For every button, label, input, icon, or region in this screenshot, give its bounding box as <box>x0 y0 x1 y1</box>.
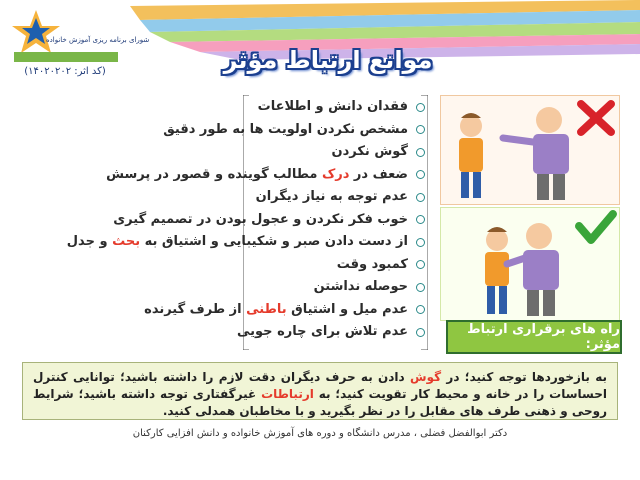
bullet-icon <box>416 238 425 247</box>
barrier-item <box>113 209 425 232</box>
barrier-item <box>66 231 425 254</box>
barrier-item <box>144 299 425 322</box>
page-title: موانع ارتباط مؤثر <box>223 46 433 74</box>
illustration-good <box>440 207 620 321</box>
bullet-icon <box>416 193 425 202</box>
barrier-text: فقدان دانش و اطلاعات <box>257 99 408 114</box>
barrier-text: گوش نکردن <box>331 144 408 159</box>
barrier-text: خوب فکر نکردن و عجول بودن در تصمیم گیری <box>113 211 408 227</box>
barrier-item <box>245 141 425 164</box>
red-x-icon <box>581 104 611 132</box>
advice-text-2: دادن به حرف دیگران دقت لازم را داشته باشید؛ توانایی کنترل احساسات را در خانه و محیط کار تقویت کنید؛ به <box>33 370 607 401</box>
green-check-icon <box>579 214 613 240</box>
bullet-icon <box>416 148 425 157</box>
advice-text-3: غیرگفتاری توجه داشته باشید؛ شرایط روحی و ذهنی طرف های مقابل را در نظر بگیرید و با مخاطبان همدلی کنید. <box>33 387 607 418</box>
barrier-text: مشخص نکردن اولویت ها به طور دقیق <box>163 121 408 137</box>
bullet-icon <box>416 305 425 314</box>
barrier-item <box>245 96 425 119</box>
barrier-text: عدم میل و اشتیاق باطنی از طرف گیرنده <box>144 301 408 317</box>
barrier-text: از دست دادن صبر و شکیبایی و اشتیاق به بحث و جدل <box>66 234 408 249</box>
advice-highlight-2: ارتباطات <box>261 387 314 401</box>
barrier-item <box>163 119 425 142</box>
bullet-icon <box>416 283 425 292</box>
footer-credit: دکتر ابوالفضل فضلی ، مدرس دانشگاه و دوره های آموزش خانواده و دانش افزایی کارکنان <box>132 428 508 439</box>
barrier-text: عدم تلاش برای چاره جویی <box>236 324 408 339</box>
barrier-item <box>106 164 425 187</box>
barrier-item <box>245 276 425 299</box>
ways-label: راه های برقراری ارتباط مؤثر: <box>446 320 622 354</box>
logo-code: (کد اثر: ۱۴۰۲۰۲۰۲) <box>24 66 106 77</box>
bullet-icon <box>416 260 425 269</box>
advice-box <box>22 362 618 420</box>
bullet-icon <box>416 328 425 337</box>
illustration-bad <box>440 95 620 205</box>
barrier-item <box>245 186 425 209</box>
advice-highlight-1: گوش <box>410 370 442 384</box>
bullet-icon <box>416 170 425 179</box>
barrier-text: کمبود وقت <box>336 256 408 272</box>
barrier-text: عدم توجه به نیاز دیگران <box>255 189 408 204</box>
bullet-icon <box>416 103 425 112</box>
advice-text-1: به بازخوردها توجه کنید؛ در <box>441 370 607 384</box>
bullet-icon <box>416 215 425 224</box>
barrier-item <box>245 254 425 277</box>
barrier-item <box>236 321 425 344</box>
logo-name: شورای برنامه ریزی آموزش خانواده <box>46 36 150 44</box>
barriers-list <box>66 96 425 346</box>
barrier-text: ضعف در درک مطالب گوینده و قصور در پرسش <box>106 166 408 182</box>
bullet-icon <box>416 125 425 134</box>
barrier-text: حوصله نداشتن <box>313 279 408 294</box>
